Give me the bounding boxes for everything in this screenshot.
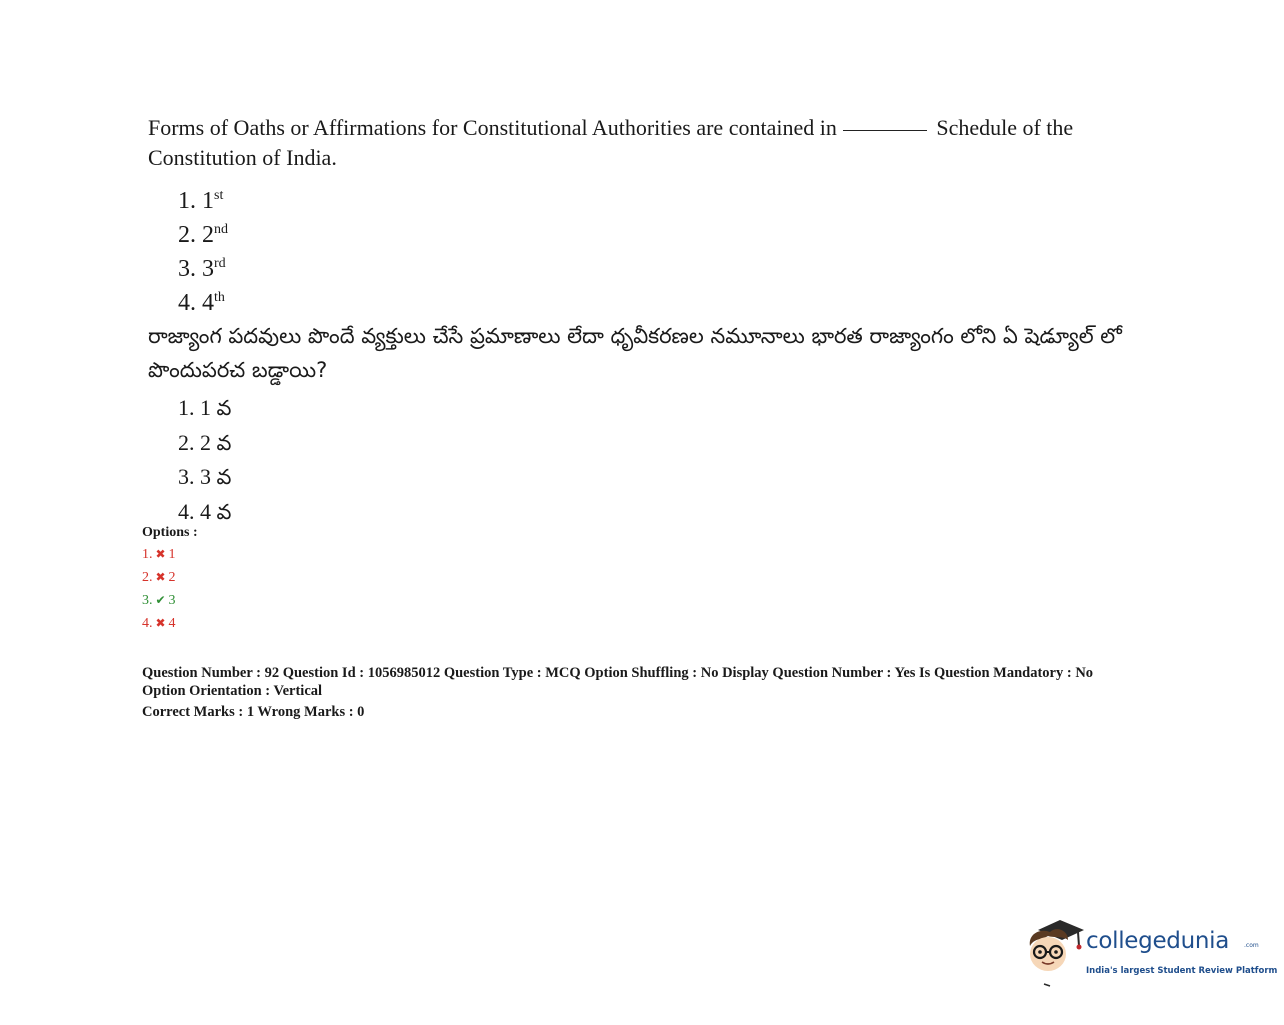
question-text-before-blank: Forms of Oaths or Affirmations for Constitutional Authorities are contained in <box>148 115 837 140</box>
cross-icon: ✖ <box>155 570 166 584</box>
answer-option-3: 3. ✔ 3 <box>142 589 198 612</box>
telugu-option-2: 2. 2 వ <box>178 429 232 455</box>
telugu-option-3: 3. 3 వ <box>178 464 232 489</box>
answer-option-1: 1. ✖ 1 <box>142 543 198 566</box>
checkmark-icon: ✔ <box>155 593 166 607</box>
telugu-options-list <box>178 391 1133 529</box>
english-options-list <box>178 179 1133 315</box>
telugu-option-1: 1. 1 వ <box>178 395 232 420</box>
collegedunia-logo <box>1024 916 1278 991</box>
answer-blank <box>843 130 927 131</box>
answer-options-block <box>142 523 198 635</box>
question-text-telugu: రాజ్యాంగ పదవులు పొందే వ్యక్తులు చేసే ప్రమాణాలు లేదా ధృవీకరణల నమూనాలు భారత రాజ్యాంగం లోని ఏ షెడ్యూల్ లో పొందుపరచ బడ్డాయి? <box>148 324 1122 382</box>
question-text-english <box>148 113 1133 173</box>
question-text-after-blank: Schedule of the Constitution of India. <box>148 115 1074 170</box>
logo-domain-suffix: .com <box>1244 942 1259 949</box>
answer-option-2: 2. ✖ 2 <box>142 566 198 589</box>
english-option-1: 1. 1st <box>178 188 224 214</box>
graduate-mascot-icon <box>1024 916 1086 988</box>
metadata-line-question-info: Question Number : 92 Question Id : 1056985012 Question Type : MCQ Option Shuffling : No Display Question Number : Yes Is Question Mandatory : No <box>142 665 1094 681</box>
answer-option-4: 4. ✖ 4 <box>142 612 198 635</box>
english-option-2: 2. 2nd <box>178 222 228 248</box>
question-metadata <box>142 664 1172 721</box>
english-option-3: 3. 3rd <box>178 256 226 282</box>
cross-icon: ✖ <box>155 547 166 561</box>
metadata-line-marks: Correct Marks : 1 Wrong Marks : 0 <box>142 704 365 720</box>
metadata-line-orientation: Option Orientation : Vertical <box>142 683 323 699</box>
english-option-4: 4. 4th <box>178 290 225 316</box>
options-heading: Options : <box>142 525 198 540</box>
logo-wordmark: collegedunia <box>1086 928 1230 954</box>
logo-tagline: India's largest Student Review Platform <box>1086 966 1278 976</box>
question-block <box>148 113 1133 529</box>
cross-icon: ✖ <box>155 616 166 630</box>
telugu-option-4: 4. 4 వ <box>178 498 232 524</box>
